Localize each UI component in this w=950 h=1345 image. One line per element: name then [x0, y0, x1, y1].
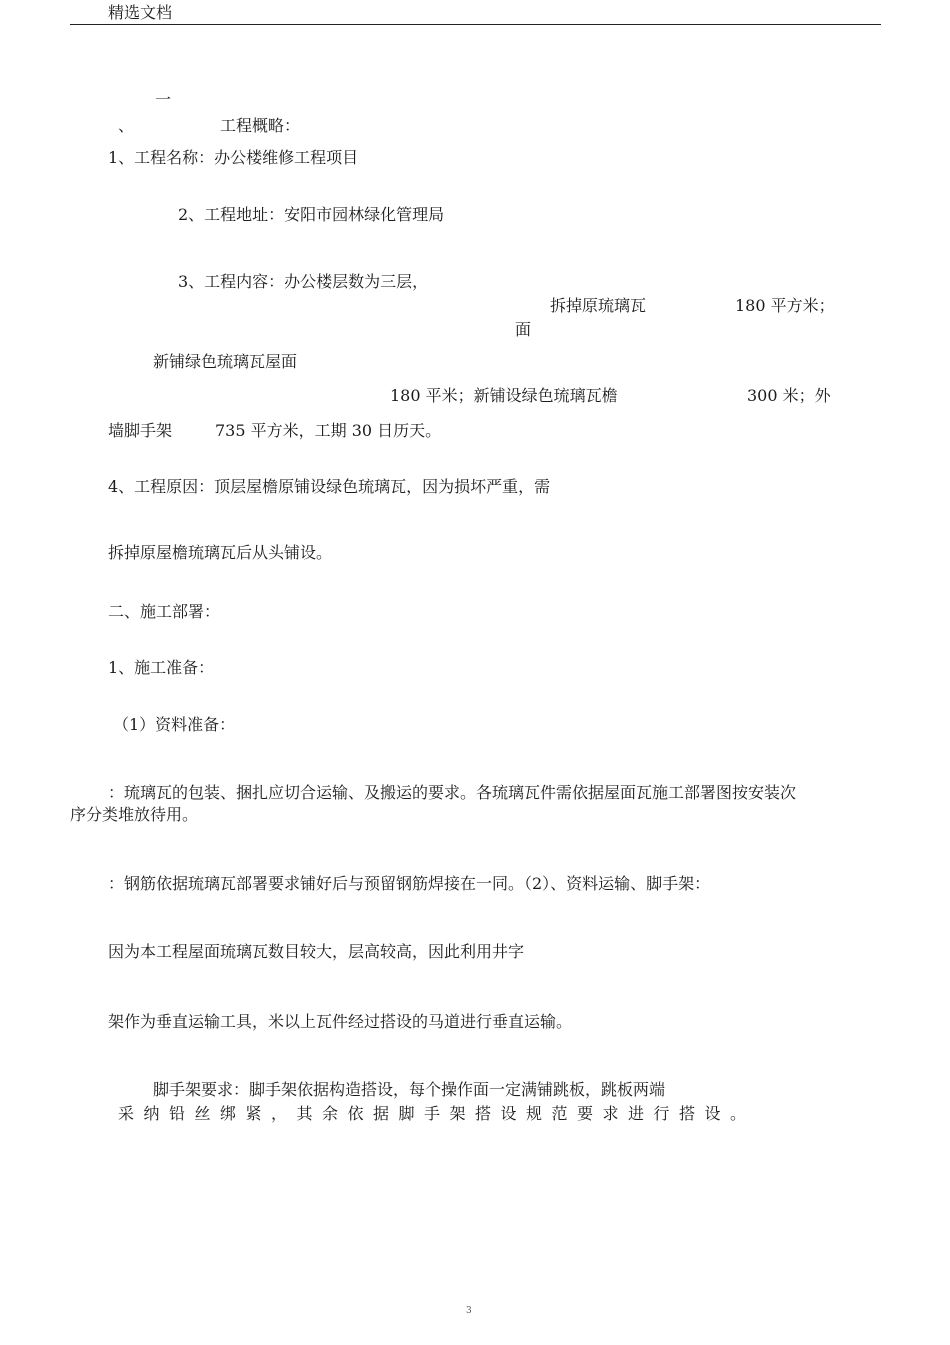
paragraph-tile-packaging: ：琉璃瓦的包装、捆扎应切合运输、及搬运的要求。各琉璃瓦件需依据屋面瓦施工部署图按安装次 — [108, 783, 797, 802]
header-divider — [70, 24, 881, 25]
item-project-content-part: 180 平方米； — [735, 296, 835, 315]
item-project-content: 3、工程内容：办公楼层数为三层， — [178, 272, 429, 291]
section2-heading: 二、施工部署： — [108, 602, 221, 621]
item-project-content-part: 拆掉原琉璃瓦 — [550, 296, 647, 315]
item-project-content-part: 300 米；外 — [747, 386, 831, 405]
paragraph-scaffold: 脚手架要求：脚手架依据构造搭设，每个操作面一定满铺跳板，跳板两端 — [153, 1080, 666, 1099]
paragraph-transport: 因为本工程屋面琉璃瓦数目较大，层高较高，因此利用井字 — [108, 942, 525, 961]
item-project-content-part: 新铺绿色琉璃瓦屋面 — [153, 352, 298, 371]
page-header-title: 精选文档 — [108, 0, 172, 25]
paragraph-scaffold-cont: 采纳铅丝绑紧，其余依据脚手架搭设规范要求进行搭设。 — [118, 1104, 756, 1123]
section1-heading-separator: 、 — [118, 116, 135, 135]
paragraph-rebar: ：钢筋依据琉璃瓦部署要求铺好后与预留钢筋焊接在一同。（2）、资料运输、脚手架： — [108, 874, 711, 893]
item-project-address: 2、工程地址：安阳市园林绿化管理局 — [178, 205, 445, 224]
item-project-content-part: 墙脚手架 — [108, 421, 173, 440]
paragraph-tile-packaging-cont: 序分类堆放待用。 — [70, 805, 199, 824]
item-project-reason: 4、工程原因：顶层屋檐原铺设绿色琉璃瓦，因为损坏严重，需 — [108, 477, 551, 496]
item-project-reason-cont: 拆掉原屋檐琉璃瓦后从头铺设。 — [108, 543, 333, 562]
subheading-material-preparation: （1）资料准备： — [113, 715, 236, 734]
page-number: 3 — [466, 1306, 472, 1316]
paragraph-transport-cont: 架作为垂直运输工具，米以上瓦件经过搭设的马道进行垂直运输。 — [108, 1012, 573, 1031]
section1-heading-number: 一 — [155, 90, 172, 109]
subheading-preparation: 1、施工准备： — [108, 658, 215, 677]
section1-heading: 工程概略： — [220, 116, 301, 135]
item-project-content-part: 180 平米；新铺设绿色琉璃瓦檐 — [390, 386, 618, 405]
item-project-name: 1、工程名称：办公楼维修工程项目 — [108, 148, 359, 167]
item-project-content-part: 面 — [515, 320, 532, 339]
item-project-content-part: 735 平方米，工期 30 日历天。 — [215, 421, 442, 440]
